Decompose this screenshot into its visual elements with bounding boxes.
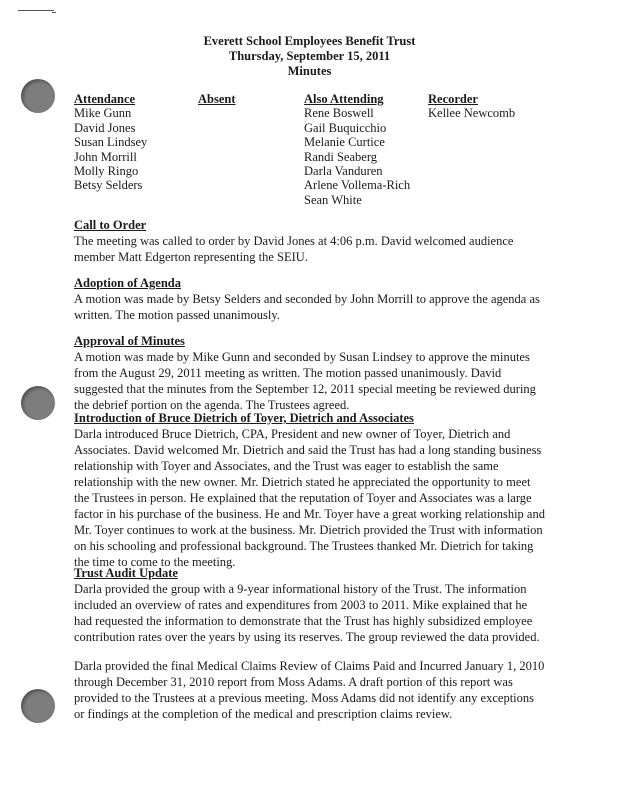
attendee-name: Molly Ringo: [74, 164, 139, 179]
call-to-order-section: [74, 217, 546, 265]
document-type: Minutes: [287, 64, 332, 78]
section-title: Trust Audit Update: [74, 566, 178, 580]
scan-mark: [18, 10, 54, 11]
section-title: Call to Order: [74, 218, 147, 232]
trust-audit-section: [74, 565, 546, 722]
also-attending-column: [304, 92, 410, 207]
absent-column: [198, 92, 236, 106]
section-body: Darla introduced Bruce Dietrich, CPA, President and new owner of Toyer, Dietrich and Associates. David welcomed Mr. Dietrich and said the Trust has had a long standing business relationship with Toyer and Associates, and the Trust was eager to establish the same relationship with the new owner. Mr. Dietrich stated he appreciated the opportunity to meet the Trustees in person. He explained that the reputation of Toyer and Associates was a large factor in his purchase of the business. He and Mr. Toyer have a great working relationship and Mr. Toyer continues to work at the business. Mr. Dietrich provided the Trust with information on his schooling and professional background. The Trustees thanked Mr. Dietrich for taking the time to come to the meeting.: [74, 427, 545, 569]
guest-name: Randi Seaberg: [304, 149, 378, 164]
scan-mark: [52, 12, 56, 13]
guest-name: Rene Boswell: [304, 106, 374, 121]
recorder-name: Kellee Newcomb: [428, 106, 516, 121]
also-attending-heading: Also Attending: [304, 92, 384, 106]
attendee-name: David Jones: [74, 120, 136, 135]
guest-name: Darla Vanduren: [304, 164, 383, 179]
section-body: A motion was made by Betsy Selders and seconded by John Morrill to approve the agenda as written. The motion passed unanimously.: [74, 292, 540, 322]
section-body: The meeting was called to order by David Jones at 4:06 p.m. David welcomed audience member Matt Edgerton representing the SEIU.: [74, 234, 514, 264]
punch-hole: [21, 689, 55, 723]
section-body: Darla provided the final Medical Claims Review of Claims Paid and Incurred January 1, 2010 through December 31, 2010 report from Moss Adams. A draft portion of this report was provided to the Trustees at a previous meeting. Moss Adams did not identify any exceptions or findings at the completion of the medical and prescription claims review.: [74, 659, 545, 721]
adoption-of-agenda-section: [74, 275, 546, 323]
guest-name: Gail Buquicchio: [304, 120, 387, 135]
attendee-name: Susan Lindsey: [74, 135, 148, 150]
introduction-section: [74, 410, 546, 570]
section-title: Introduction of Bruce Dietrich of Toyer, Dietrich and Associates: [74, 411, 414, 425]
recorder-heading: Recorder: [428, 92, 478, 106]
attendee-name: John Morrill: [74, 149, 137, 164]
section-body: A motion was made by Mike Gunn and seconded by Susan Lindsey to approve the minutes from the August 29, 2011 meeting as written. The motion passed unanimously. David suggested that the minutes from the September 12, 2011 special meeting be reviewed during the debrief portion on the agenda. The Trustees agreed.: [74, 350, 536, 412]
attendee-name: Betsy Selders: [74, 178, 143, 193]
attendance-column: [74, 92, 147, 193]
approval-of-minutes-section: [74, 333, 546, 413]
section-title: Approval of Minutes: [74, 334, 185, 348]
punch-hole: [21, 79, 55, 113]
guest-name: Sean White: [304, 192, 362, 207]
section-body: Darla provided the group with a 9-year informational history of the Trust. The information included an overview of rates and expenditures from 2003 to 2011. Mike explained that he had requested the information to demonstrate that the Trust has highly subsidized employee contribution rates over the years by using its reserves. The group reviewed the data provided.: [74, 582, 540, 644]
punch-hole: [21, 386, 55, 420]
absent-heading: Absent: [198, 92, 236, 106]
guest-name: Melanie Curtice: [304, 135, 385, 150]
guest-name: Arlene Vollema-Rich: [304, 178, 411, 193]
attendee-name: Mike Gunn: [74, 106, 132, 121]
section-title: Adoption of Agenda: [74, 276, 181, 290]
attendance-heading: Attendance: [74, 92, 136, 106]
document-header: [0, 34, 619, 79]
meeting-date: Thursday, September 15, 2011: [228, 49, 391, 63]
recorder-column: [428, 92, 515, 121]
organization-title: Everett School Employees Benefit Trust: [203, 34, 416, 48]
